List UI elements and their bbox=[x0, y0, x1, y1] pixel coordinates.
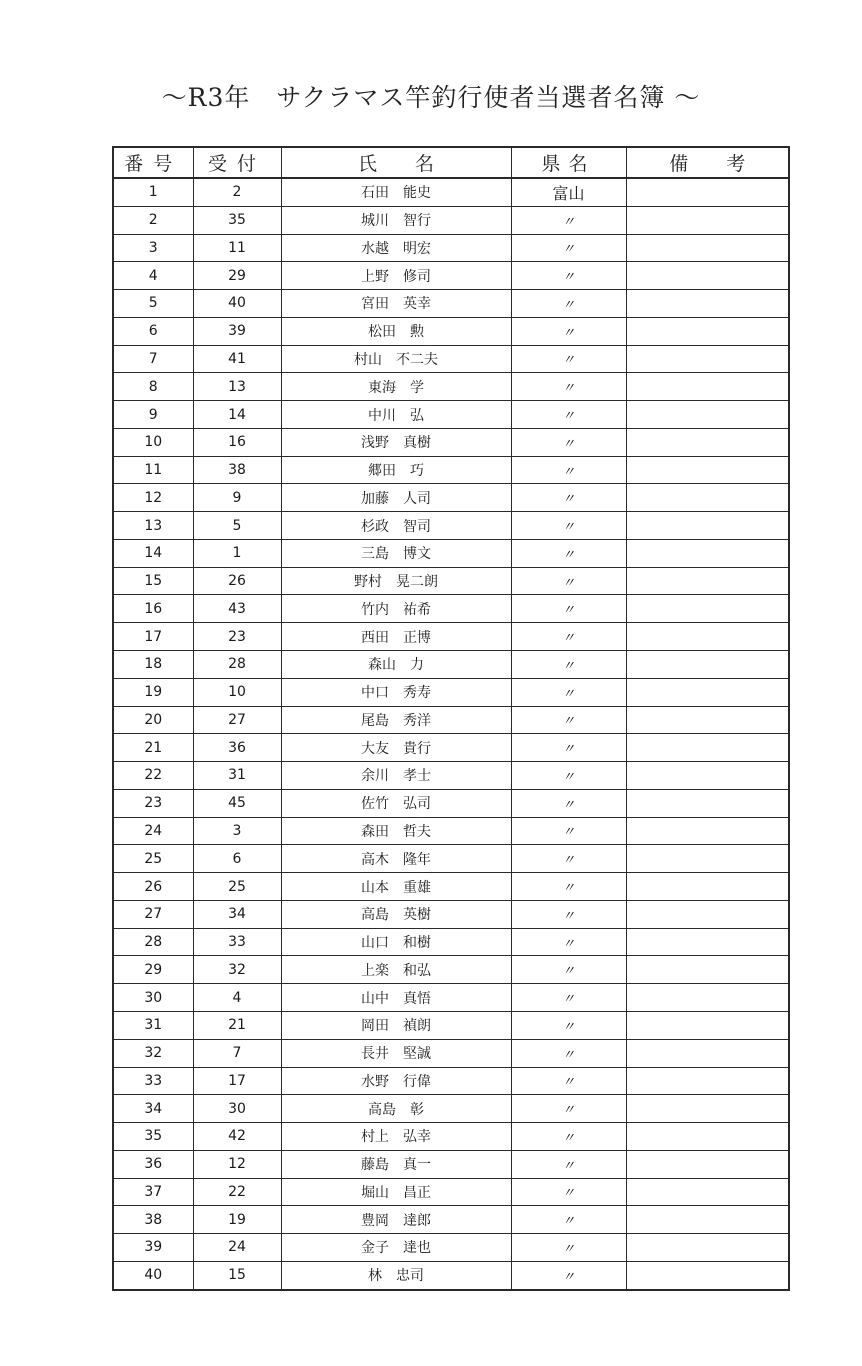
cell-remarks bbox=[626, 1234, 789, 1262]
cell-prefecture: 〃 bbox=[511, 984, 626, 1012]
cell-name: 藤島 真一 bbox=[281, 1150, 511, 1178]
cell-remarks bbox=[626, 456, 789, 484]
cell-receipt: 45 bbox=[193, 789, 281, 817]
cell-receipt: 6 bbox=[193, 845, 281, 873]
cell-receipt: 33 bbox=[193, 928, 281, 956]
cell-name: 村上 弘幸 bbox=[281, 1123, 511, 1151]
cell-number: 28 bbox=[113, 928, 193, 956]
cell-remarks bbox=[626, 1095, 789, 1123]
table-header-row bbox=[113, 147, 789, 178]
cell-number: 14 bbox=[113, 539, 193, 567]
cell-receipt: 9 bbox=[193, 484, 281, 512]
cell-name: 三島 博文 bbox=[281, 539, 511, 567]
cell-name: 石田 能史 bbox=[281, 178, 511, 206]
cell-receipt: 36 bbox=[193, 734, 281, 762]
cell-receipt: 28 bbox=[193, 651, 281, 679]
cell-name: 大友 貴行 bbox=[281, 734, 511, 762]
cell-prefecture: 〃 bbox=[511, 1178, 626, 1206]
table-row bbox=[113, 512, 789, 540]
cell-number: 10 bbox=[113, 428, 193, 456]
cell-prefecture: 〃 bbox=[511, 456, 626, 484]
cell-receipt: 25 bbox=[193, 873, 281, 901]
cell-remarks bbox=[626, 178, 789, 206]
cell-name: 林 忠司 bbox=[281, 1261, 511, 1289]
cell-number: 20 bbox=[113, 706, 193, 734]
cell-number: 29 bbox=[113, 956, 193, 984]
cell-receipt: 15 bbox=[193, 1261, 281, 1289]
cell-remarks bbox=[626, 567, 789, 595]
cell-name: 山中 真悟 bbox=[281, 984, 511, 1012]
cell-name: 水越 明宏 bbox=[281, 234, 511, 262]
cell-prefecture: 〃 bbox=[511, 956, 626, 984]
cell-prefecture: 〃 bbox=[511, 1095, 626, 1123]
cell-name: 中口 秀寿 bbox=[281, 678, 511, 706]
cell-name: 宮田 英幸 bbox=[281, 290, 511, 318]
table-row bbox=[113, 1095, 789, 1123]
table-row bbox=[113, 1206, 789, 1234]
cell-receipt: 31 bbox=[193, 762, 281, 790]
cell-number: 32 bbox=[113, 1039, 193, 1067]
cell-name: 村山 不二夫 bbox=[281, 345, 511, 373]
cell-number: 15 bbox=[113, 567, 193, 595]
cell-name: 高木 隆年 bbox=[281, 845, 511, 873]
table-row bbox=[113, 984, 789, 1012]
cell-number: 36 bbox=[113, 1150, 193, 1178]
cell-receipt: 38 bbox=[193, 456, 281, 484]
table-row bbox=[113, 317, 789, 345]
cell-prefecture: 〃 bbox=[511, 734, 626, 762]
cell-remarks bbox=[626, 1123, 789, 1151]
cell-remarks bbox=[626, 262, 789, 290]
table-row bbox=[113, 1261, 789, 1289]
cell-name: 堀山 昌正 bbox=[281, 1178, 511, 1206]
page-title: ～R3年 サクラマス竿釣行使者当選者名簿 ～ bbox=[161, 83, 701, 112]
cell-receipt: 19 bbox=[193, 1206, 281, 1234]
cell-receipt: 10 bbox=[193, 678, 281, 706]
cell-name: 尾島 秀洋 bbox=[281, 706, 511, 734]
cell-prefecture: 富山 bbox=[511, 178, 626, 206]
cell-number: 34 bbox=[113, 1095, 193, 1123]
cell-number: 22 bbox=[113, 762, 193, 790]
cell-receipt: 7 bbox=[193, 1039, 281, 1067]
cell-number: 19 bbox=[113, 678, 193, 706]
cell-name: 杉政 智司 bbox=[281, 512, 511, 540]
cell-number: 21 bbox=[113, 734, 193, 762]
table-row bbox=[113, 206, 789, 234]
cell-name: 山本 重雄 bbox=[281, 873, 511, 901]
table-row bbox=[113, 900, 789, 928]
cell-receipt: 3 bbox=[193, 817, 281, 845]
cell-remarks bbox=[626, 1039, 789, 1067]
cell-remarks bbox=[626, 845, 789, 873]
cell-remarks bbox=[626, 428, 789, 456]
roster-body bbox=[113, 178, 789, 1290]
cell-receipt: 1 bbox=[193, 539, 281, 567]
cell-number: 13 bbox=[113, 512, 193, 540]
cell-number: 39 bbox=[113, 1234, 193, 1262]
table-row bbox=[113, 651, 789, 679]
cell-remarks bbox=[626, 623, 789, 651]
cell-prefecture: 〃 bbox=[511, 428, 626, 456]
cell-receipt: 32 bbox=[193, 956, 281, 984]
cell-number: 24 bbox=[113, 817, 193, 845]
cell-name: 高島 英樹 bbox=[281, 900, 511, 928]
cell-prefecture: 〃 bbox=[511, 290, 626, 318]
table-row bbox=[113, 1067, 789, 1095]
table-row bbox=[113, 567, 789, 595]
cell-remarks bbox=[626, 678, 789, 706]
table-row bbox=[113, 290, 789, 318]
cell-number: 18 bbox=[113, 651, 193, 679]
cell-number: 23 bbox=[113, 789, 193, 817]
cell-name: 森山 力 bbox=[281, 651, 511, 679]
cell-receipt: 43 bbox=[193, 595, 281, 623]
cell-remarks bbox=[626, 706, 789, 734]
cell-remarks bbox=[626, 789, 789, 817]
cell-prefecture: 〃 bbox=[511, 1206, 626, 1234]
table-row bbox=[113, 345, 789, 373]
cell-remarks bbox=[626, 651, 789, 679]
cell-remarks bbox=[626, 1178, 789, 1206]
table-row bbox=[113, 928, 789, 956]
cell-number: 6 bbox=[113, 317, 193, 345]
cell-prefecture: 〃 bbox=[511, 928, 626, 956]
header-remarks: 備 考 bbox=[626, 147, 789, 178]
cell-prefecture: 〃 bbox=[511, 1039, 626, 1067]
cell-receipt: 23 bbox=[193, 623, 281, 651]
table-row bbox=[113, 539, 789, 567]
cell-remarks bbox=[626, 234, 789, 262]
table-row bbox=[113, 623, 789, 651]
cell-receipt: 13 bbox=[193, 373, 281, 401]
cell-remarks bbox=[626, 928, 789, 956]
cell-name: 岡田 禎朗 bbox=[281, 1011, 511, 1039]
cell-number: 27 bbox=[113, 900, 193, 928]
cell-receipt: 27 bbox=[193, 706, 281, 734]
cell-receipt: 14 bbox=[193, 401, 281, 429]
cell-prefecture: 〃 bbox=[511, 789, 626, 817]
cell-name: 森田 哲夫 bbox=[281, 817, 511, 845]
cell-prefecture: 〃 bbox=[511, 1123, 626, 1151]
cell-number: 11 bbox=[113, 456, 193, 484]
cell-prefecture: 〃 bbox=[511, 1150, 626, 1178]
cell-prefecture: 〃 bbox=[511, 539, 626, 567]
cell-receipt: 4 bbox=[193, 984, 281, 1012]
table-row bbox=[113, 1123, 789, 1151]
cell-prefecture: 〃 bbox=[511, 762, 626, 790]
table-row bbox=[113, 373, 789, 401]
cell-receipt: 17 bbox=[193, 1067, 281, 1095]
cell-name: 余川 孝士 bbox=[281, 762, 511, 790]
header-prefecture: 県名 bbox=[511, 147, 626, 178]
cell-remarks bbox=[626, 345, 789, 373]
cell-remarks bbox=[626, 1011, 789, 1039]
table-row bbox=[113, 1234, 789, 1262]
cell-number: 1 bbox=[113, 178, 193, 206]
cell-number: 5 bbox=[113, 290, 193, 318]
cell-prefecture: 〃 bbox=[511, 512, 626, 540]
cell-prefecture: 〃 bbox=[511, 595, 626, 623]
table-row bbox=[113, 734, 789, 762]
cell-remarks bbox=[626, 1067, 789, 1095]
cell-prefecture: 〃 bbox=[511, 206, 626, 234]
table-row bbox=[113, 706, 789, 734]
cell-receipt: 12 bbox=[193, 1150, 281, 1178]
cell-number: 40 bbox=[113, 1261, 193, 1289]
cell-name: 佐竹 弘司 bbox=[281, 789, 511, 817]
cell-name: 加藤 人司 bbox=[281, 484, 511, 512]
cell-remarks bbox=[626, 401, 789, 429]
cell-name: 竹内 祐希 bbox=[281, 595, 511, 623]
table-row bbox=[113, 456, 789, 484]
cell-receipt: 42 bbox=[193, 1123, 281, 1151]
cell-number: 35 bbox=[113, 1123, 193, 1151]
cell-remarks bbox=[626, 1261, 789, 1289]
cell-name: 上楽 和弘 bbox=[281, 956, 511, 984]
table-row bbox=[113, 401, 789, 429]
table-row bbox=[113, 789, 789, 817]
cell-receipt: 39 bbox=[193, 317, 281, 345]
table-row bbox=[113, 817, 789, 845]
cell-name: 野村 晃二朗 bbox=[281, 567, 511, 595]
cell-number: 16 bbox=[113, 595, 193, 623]
header-number: 番号 bbox=[113, 147, 193, 178]
cell-receipt: 21 bbox=[193, 1011, 281, 1039]
cell-prefecture: 〃 bbox=[511, 234, 626, 262]
cell-number: 8 bbox=[113, 373, 193, 401]
cell-name: 東海 学 bbox=[281, 373, 511, 401]
cell-number: 38 bbox=[113, 1206, 193, 1234]
cell-number: 33 bbox=[113, 1067, 193, 1095]
cell-name: 高島 彰 bbox=[281, 1095, 511, 1123]
cell-prefecture: 〃 bbox=[511, 873, 626, 901]
cell-prefecture: 〃 bbox=[511, 900, 626, 928]
table-row bbox=[113, 1039, 789, 1067]
cell-prefecture: 〃 bbox=[511, 1261, 626, 1289]
cell-receipt: 2 bbox=[193, 178, 281, 206]
cell-receipt: 29 bbox=[193, 262, 281, 290]
header-receipt: 受付 bbox=[193, 147, 281, 178]
cell-remarks bbox=[626, 762, 789, 790]
cell-prefecture: 〃 bbox=[511, 345, 626, 373]
cell-name: 長井 堅誠 bbox=[281, 1039, 511, 1067]
cell-remarks bbox=[626, 512, 789, 540]
cell-receipt: 11 bbox=[193, 234, 281, 262]
cell-prefecture: 〃 bbox=[511, 1067, 626, 1095]
cell-name: 上野 修司 bbox=[281, 262, 511, 290]
cell-prefecture: 〃 bbox=[511, 317, 626, 345]
cell-remarks bbox=[626, 539, 789, 567]
cell-number: 2 bbox=[113, 206, 193, 234]
cell-prefecture: 〃 bbox=[511, 845, 626, 873]
table-row bbox=[113, 428, 789, 456]
cell-name: 豊岡 達郎 bbox=[281, 1206, 511, 1234]
cell-prefecture: 〃 bbox=[511, 484, 626, 512]
cell-prefecture: 〃 bbox=[511, 1234, 626, 1262]
table-row bbox=[113, 178, 789, 206]
cell-prefecture: 〃 bbox=[511, 401, 626, 429]
cell-prefecture: 〃 bbox=[511, 373, 626, 401]
cell-number: 17 bbox=[113, 623, 193, 651]
cell-receipt: 41 bbox=[193, 345, 281, 373]
table-row bbox=[113, 1178, 789, 1206]
cell-number: 25 bbox=[113, 845, 193, 873]
cell-name: 山口 和樹 bbox=[281, 928, 511, 956]
cell-number: 26 bbox=[113, 873, 193, 901]
cell-receipt: 16 bbox=[193, 428, 281, 456]
cell-prefecture: 〃 bbox=[511, 678, 626, 706]
cell-prefecture: 〃 bbox=[511, 262, 626, 290]
header-name: 氏 名 bbox=[281, 147, 511, 178]
cell-remarks bbox=[626, 484, 789, 512]
cell-remarks bbox=[626, 873, 789, 901]
cell-remarks bbox=[626, 206, 789, 234]
cell-remarks bbox=[626, 373, 789, 401]
cell-number: 37 bbox=[113, 1178, 193, 1206]
cell-name: 金子 達也 bbox=[281, 1234, 511, 1262]
cell-name: 郷田 巧 bbox=[281, 456, 511, 484]
cell-name: 水野 行偉 bbox=[281, 1067, 511, 1095]
cell-remarks bbox=[626, 956, 789, 984]
cell-receipt: 26 bbox=[193, 567, 281, 595]
cell-receipt: 30 bbox=[193, 1095, 281, 1123]
cell-receipt: 22 bbox=[193, 1178, 281, 1206]
table-row bbox=[113, 845, 789, 873]
cell-prefecture: 〃 bbox=[511, 706, 626, 734]
cell-number: 7 bbox=[113, 345, 193, 373]
cell-number: 30 bbox=[113, 984, 193, 1012]
cell-remarks bbox=[626, 734, 789, 762]
table-row bbox=[113, 762, 789, 790]
table-row bbox=[113, 1011, 789, 1039]
table-row bbox=[113, 1150, 789, 1178]
roster-table bbox=[112, 146, 790, 1291]
cell-prefecture: 〃 bbox=[511, 651, 626, 679]
cell-name: 中川 弘 bbox=[281, 401, 511, 429]
cell-remarks bbox=[626, 984, 789, 1012]
cell-number: 9 bbox=[113, 401, 193, 429]
cell-name: 浅野 真樹 bbox=[281, 428, 511, 456]
cell-remarks bbox=[626, 817, 789, 845]
table-row bbox=[113, 873, 789, 901]
cell-name: 城川 智行 bbox=[281, 206, 511, 234]
cell-prefecture: 〃 bbox=[511, 623, 626, 651]
table-row bbox=[113, 595, 789, 623]
cell-remarks bbox=[626, 290, 789, 318]
cell-receipt: 35 bbox=[193, 206, 281, 234]
cell-name: 松田 勲 bbox=[281, 317, 511, 345]
cell-number: 4 bbox=[113, 262, 193, 290]
cell-receipt: 5 bbox=[193, 512, 281, 540]
cell-receipt: 40 bbox=[193, 290, 281, 318]
table-row bbox=[113, 956, 789, 984]
cell-number: 3 bbox=[113, 234, 193, 262]
cell-remarks bbox=[626, 1206, 789, 1234]
table-row bbox=[113, 234, 789, 262]
cell-number: 12 bbox=[113, 484, 193, 512]
cell-remarks bbox=[626, 900, 789, 928]
table-row bbox=[113, 484, 789, 512]
cell-prefecture: 〃 bbox=[511, 567, 626, 595]
cell-prefecture: 〃 bbox=[511, 1011, 626, 1039]
cell-receipt: 34 bbox=[193, 900, 281, 928]
cell-number: 31 bbox=[113, 1011, 193, 1039]
table-row bbox=[113, 262, 789, 290]
cell-remarks bbox=[626, 595, 789, 623]
table-row bbox=[113, 678, 789, 706]
cell-remarks bbox=[626, 317, 789, 345]
cell-remarks bbox=[626, 1150, 789, 1178]
cell-name: 西田 正博 bbox=[281, 623, 511, 651]
cell-prefecture: 〃 bbox=[511, 817, 626, 845]
cell-receipt: 24 bbox=[193, 1234, 281, 1262]
